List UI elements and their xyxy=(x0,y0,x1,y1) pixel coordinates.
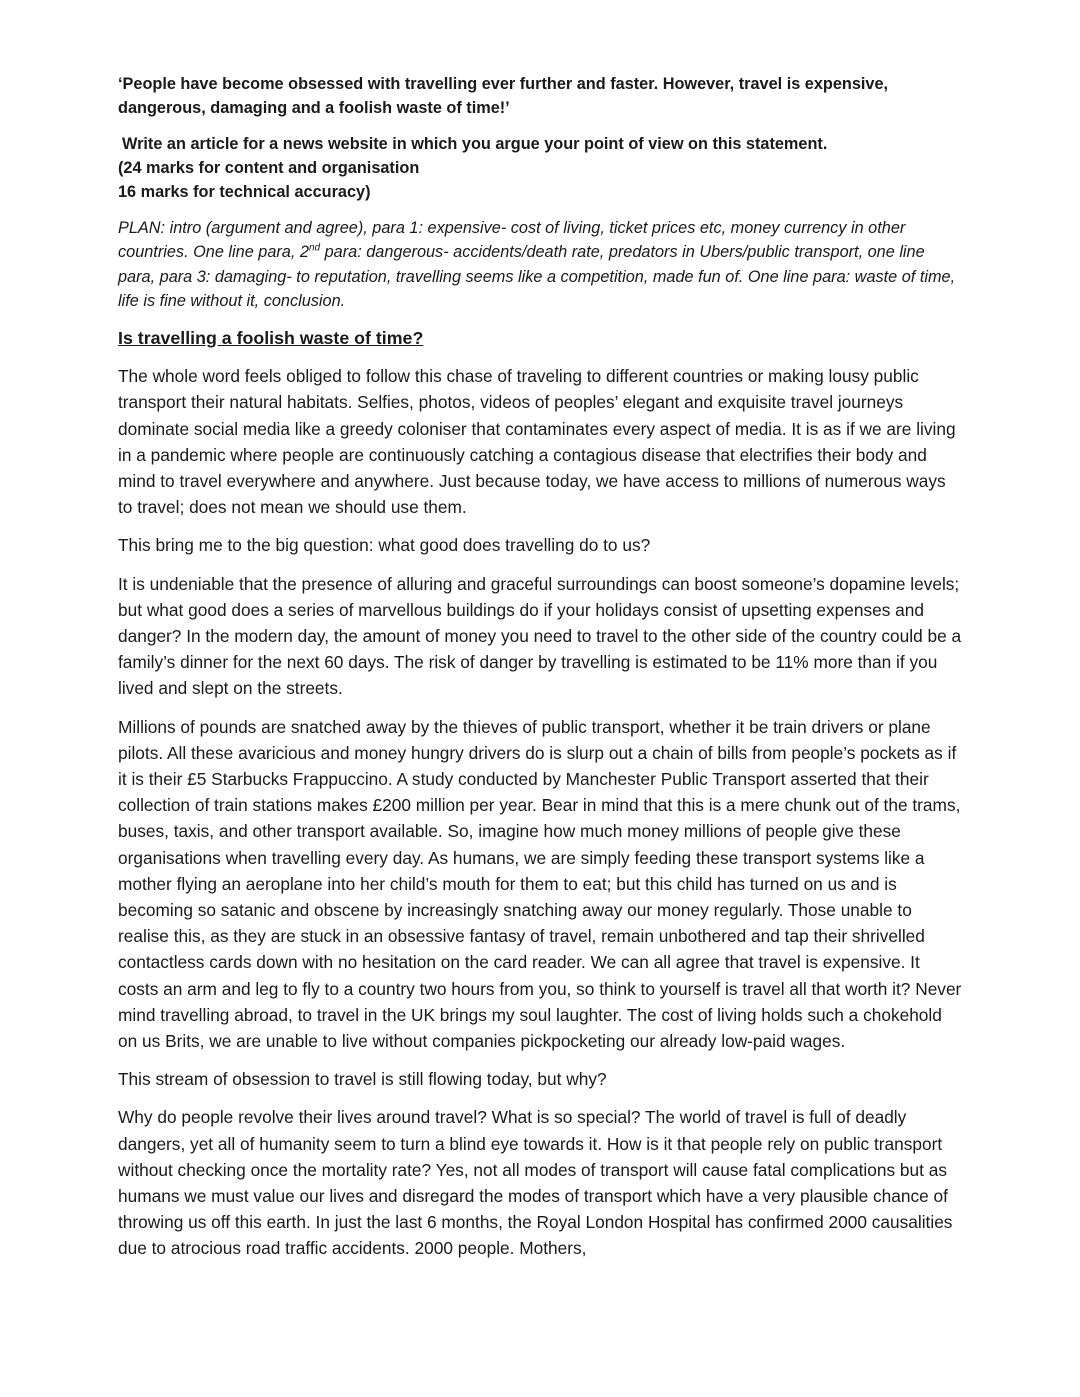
marks-content: (24 marks for content and organisation xyxy=(118,159,420,177)
plan-text-start: PLAN: intro (argument and agree), para 1: expensive- cost of living, ticket prices etc, money currency in other countries. One line para, 2 xyxy=(118,219,906,262)
marks-accuracy: 16 marks for technical accuracy) xyxy=(118,183,371,201)
article-paragraph: Why do people revolve their lives around travel? What is so special? The world of travel is full of deadly dangers, yet all of humanity seem to turn a blind eye towards it. How is it that people rely on public transport without checking once the mortality rate? Yes, not all modes of transport will cause fatal complications but as humans we must value our lives and disregard the modes of transport which have a very plausible chance of throwing us off this earth. In just the last 6 months, the Royal London Hospital has confirmed 2000 causalities due to atrocious road traffic accidents. 2000 people. Mothers, xyxy=(118,1107,953,1259)
document-page xyxy=(118,72,964,1274)
task-statement: Write an article for a news website in which you argue your point of view on this statement. xyxy=(122,135,828,153)
article-paragraph: Millions of pounds are snatched away by the thieves of public transport, whether it be train drivers or plane pilots. All these avaricious and money hungry drivers do is slurp out a chain of bills from people’s pockets as if it is their £5 Starbucks Frappuccino. A study conducted by Manchester Public Transport asserted that their collection of train stations makes £200 million per year. Bear in mind that this is a mere chunk out of the trams, buses, taxis, and other transport available. So, imagine how much money millions of people give these organisations when travelling every day. As humans, we are simply feeding these transport systems like a mother flying an aeroplane into her child’s mouth for them to eat; but this child has turned on us and is becoming so satanic and obscene by increasingly snatching away our money regularly. Those unable to realise this, as they are stuck in an obsessive fantasy of travel, remain unbothered and tap their shrivelled contactless cards down with no hesitation on the card reader. We can all agree that travel is expensive. It costs an arm and leg to fly to a country two hours from you, so think to yourself is travel all that worth it? Never mind travelling abroad, to travel in the UK brings my soul laughter. The cost of living holds such a chokehold on us Brits, we are unable to live without companies pickpocketing our already low-paid wages. xyxy=(118,716,962,1052)
article-paragraph: The whole word feels obliged to follow this chase of traveling to different countries or making lousy public transport their natural habitats. Selfies, photos, videos of peoples’ elegant and exquisite travel journeys dominate social media like a greedy coloniser that contaminates every aspect of media. It is as if we are living in a pandemic where people are continuously catching a contagious disease that electrifies their body and mind to travel everywhere and anywhere. Just because today, we have access to millions of numerous ways to travel; does not mean we should use them. xyxy=(118,366,956,518)
article-title: Is travelling a foolish waste of time? xyxy=(118,328,424,349)
task-instructions xyxy=(118,132,964,204)
prompt-quote: ‘People have become obsessed with travelling ever further and faster. However, travel is expensive, dangerous, damaging and a foolish waste of time!’ xyxy=(118,75,889,117)
plan-text-end: para: dangerous- accidents/death rate, predators in Ubers/public transport, one line para, para 3: damaging- to reputation, travelling seems like a competition, made fun of. One line para: waste of time, life is fine without it, conclusion. xyxy=(118,243,956,310)
article-paragraph: This stream of obsession to travel is still flowing today, but why? xyxy=(118,1069,607,1090)
essay-plan xyxy=(118,216,964,313)
article-paragraph: It is undeniable that the presence of alluring and graceful surroundings can boost someone’s dopamine levels; but what good does a series of marvellous buildings do if your holidays consist of upsetting expenses and danger? In the modern day, the amount of money you need to travel to the other side of the country could be a family’s dinner for the next 60 days. The risk of danger by travelling is estimated to be 11% more than if you lived and slept on the streets. xyxy=(118,573,962,699)
article-paragraph: This bring me to the big question: what good does travelling do to us? xyxy=(118,535,651,556)
plan-superscript: nd xyxy=(308,242,321,254)
